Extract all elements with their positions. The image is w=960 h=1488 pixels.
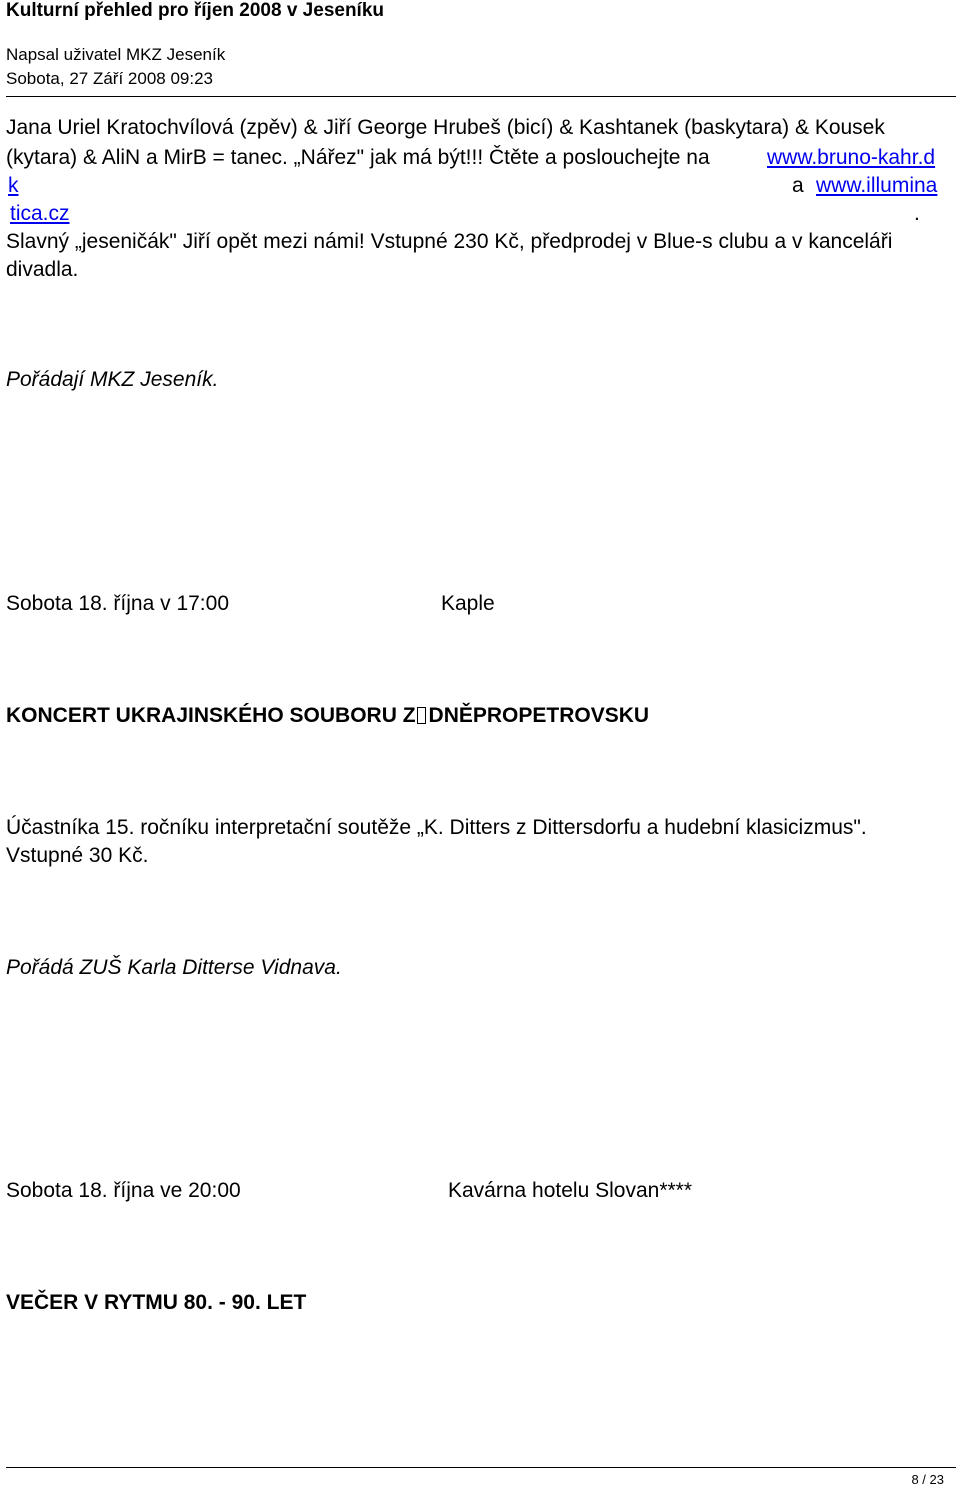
link-bruno-kahr-cont[interactable]: k xyxy=(8,174,19,197)
event1-desc-2: Vstupné 30 Kč. xyxy=(6,844,149,867)
event1-venue: Kaple xyxy=(441,592,495,615)
header-divider xyxy=(6,96,956,97)
intro-line-6: divadla. xyxy=(6,258,79,281)
intro-line-5: Slavný „jeseničák" Jiří opět mezi námi! Vstupné 230 Kč, předprodej v Blue-s clubu a v kanceláři xyxy=(6,230,893,253)
event2-datetime: Sobota 18. října ve 20:00 xyxy=(6,1179,241,1202)
event1-desc-1: Účastníka 15. ročníku interpretační soutěže „K. Ditters z Dittersdorfu a hudební klasicizmus". xyxy=(6,816,867,839)
page-number: 8 / 23 xyxy=(911,1472,944,1487)
author-line: Napsal uživatel MKZ Jeseník xyxy=(6,45,226,64)
event2-venue: Kavárna hotelu Slovan**** xyxy=(448,1179,693,1202)
event1-heading-part-b: DNĚPROPETROVSKU xyxy=(428,704,650,727)
event1-organizer: Pořádá ZUŠ Karla Ditterse Vidnava. xyxy=(6,956,342,979)
date-line: Sobota, 27 Září 2008 09:23 xyxy=(6,69,213,88)
link-bruno-kahr[interactable]: www.bruno-kahr.d xyxy=(767,146,936,169)
event1-heading-part-a: KONCERT UKRAJINSKÉHO SOUBORU Z xyxy=(6,704,416,727)
link-illuminatica[interactable]: www.illumina xyxy=(816,174,938,197)
organizer-mkz: Pořádají MKZ Jeseník. xyxy=(6,368,219,391)
intro-period: . xyxy=(914,202,920,225)
event1-heading xyxy=(6,702,649,730)
intro-line-2: (kytara) & AliN a MirB = tanec. „Nářez" jak má být!!! Čtěte a poslouchejte na xyxy=(6,146,710,169)
intro-line-1: Jana Uriel Kratochvílová (zpěv) & Jiří George Hrubeš (bicí) & Kashtanek (baskytara) & Kousek xyxy=(6,116,885,139)
event2-heading: VEČER V RYTMU 80. - 90. LET xyxy=(6,1291,307,1314)
event1-datetime: Sobota 18. října v 17:00 xyxy=(6,592,229,615)
missing-glyph-icon xyxy=(417,707,426,724)
page-title: Kulturní přehled pro říjen 2008 v Jeseníku xyxy=(6,0,385,21)
footer-divider xyxy=(6,1467,956,1468)
intro-conj: a xyxy=(792,174,804,197)
link-illuminatica-cont[interactable]: tica.cz xyxy=(10,202,70,225)
